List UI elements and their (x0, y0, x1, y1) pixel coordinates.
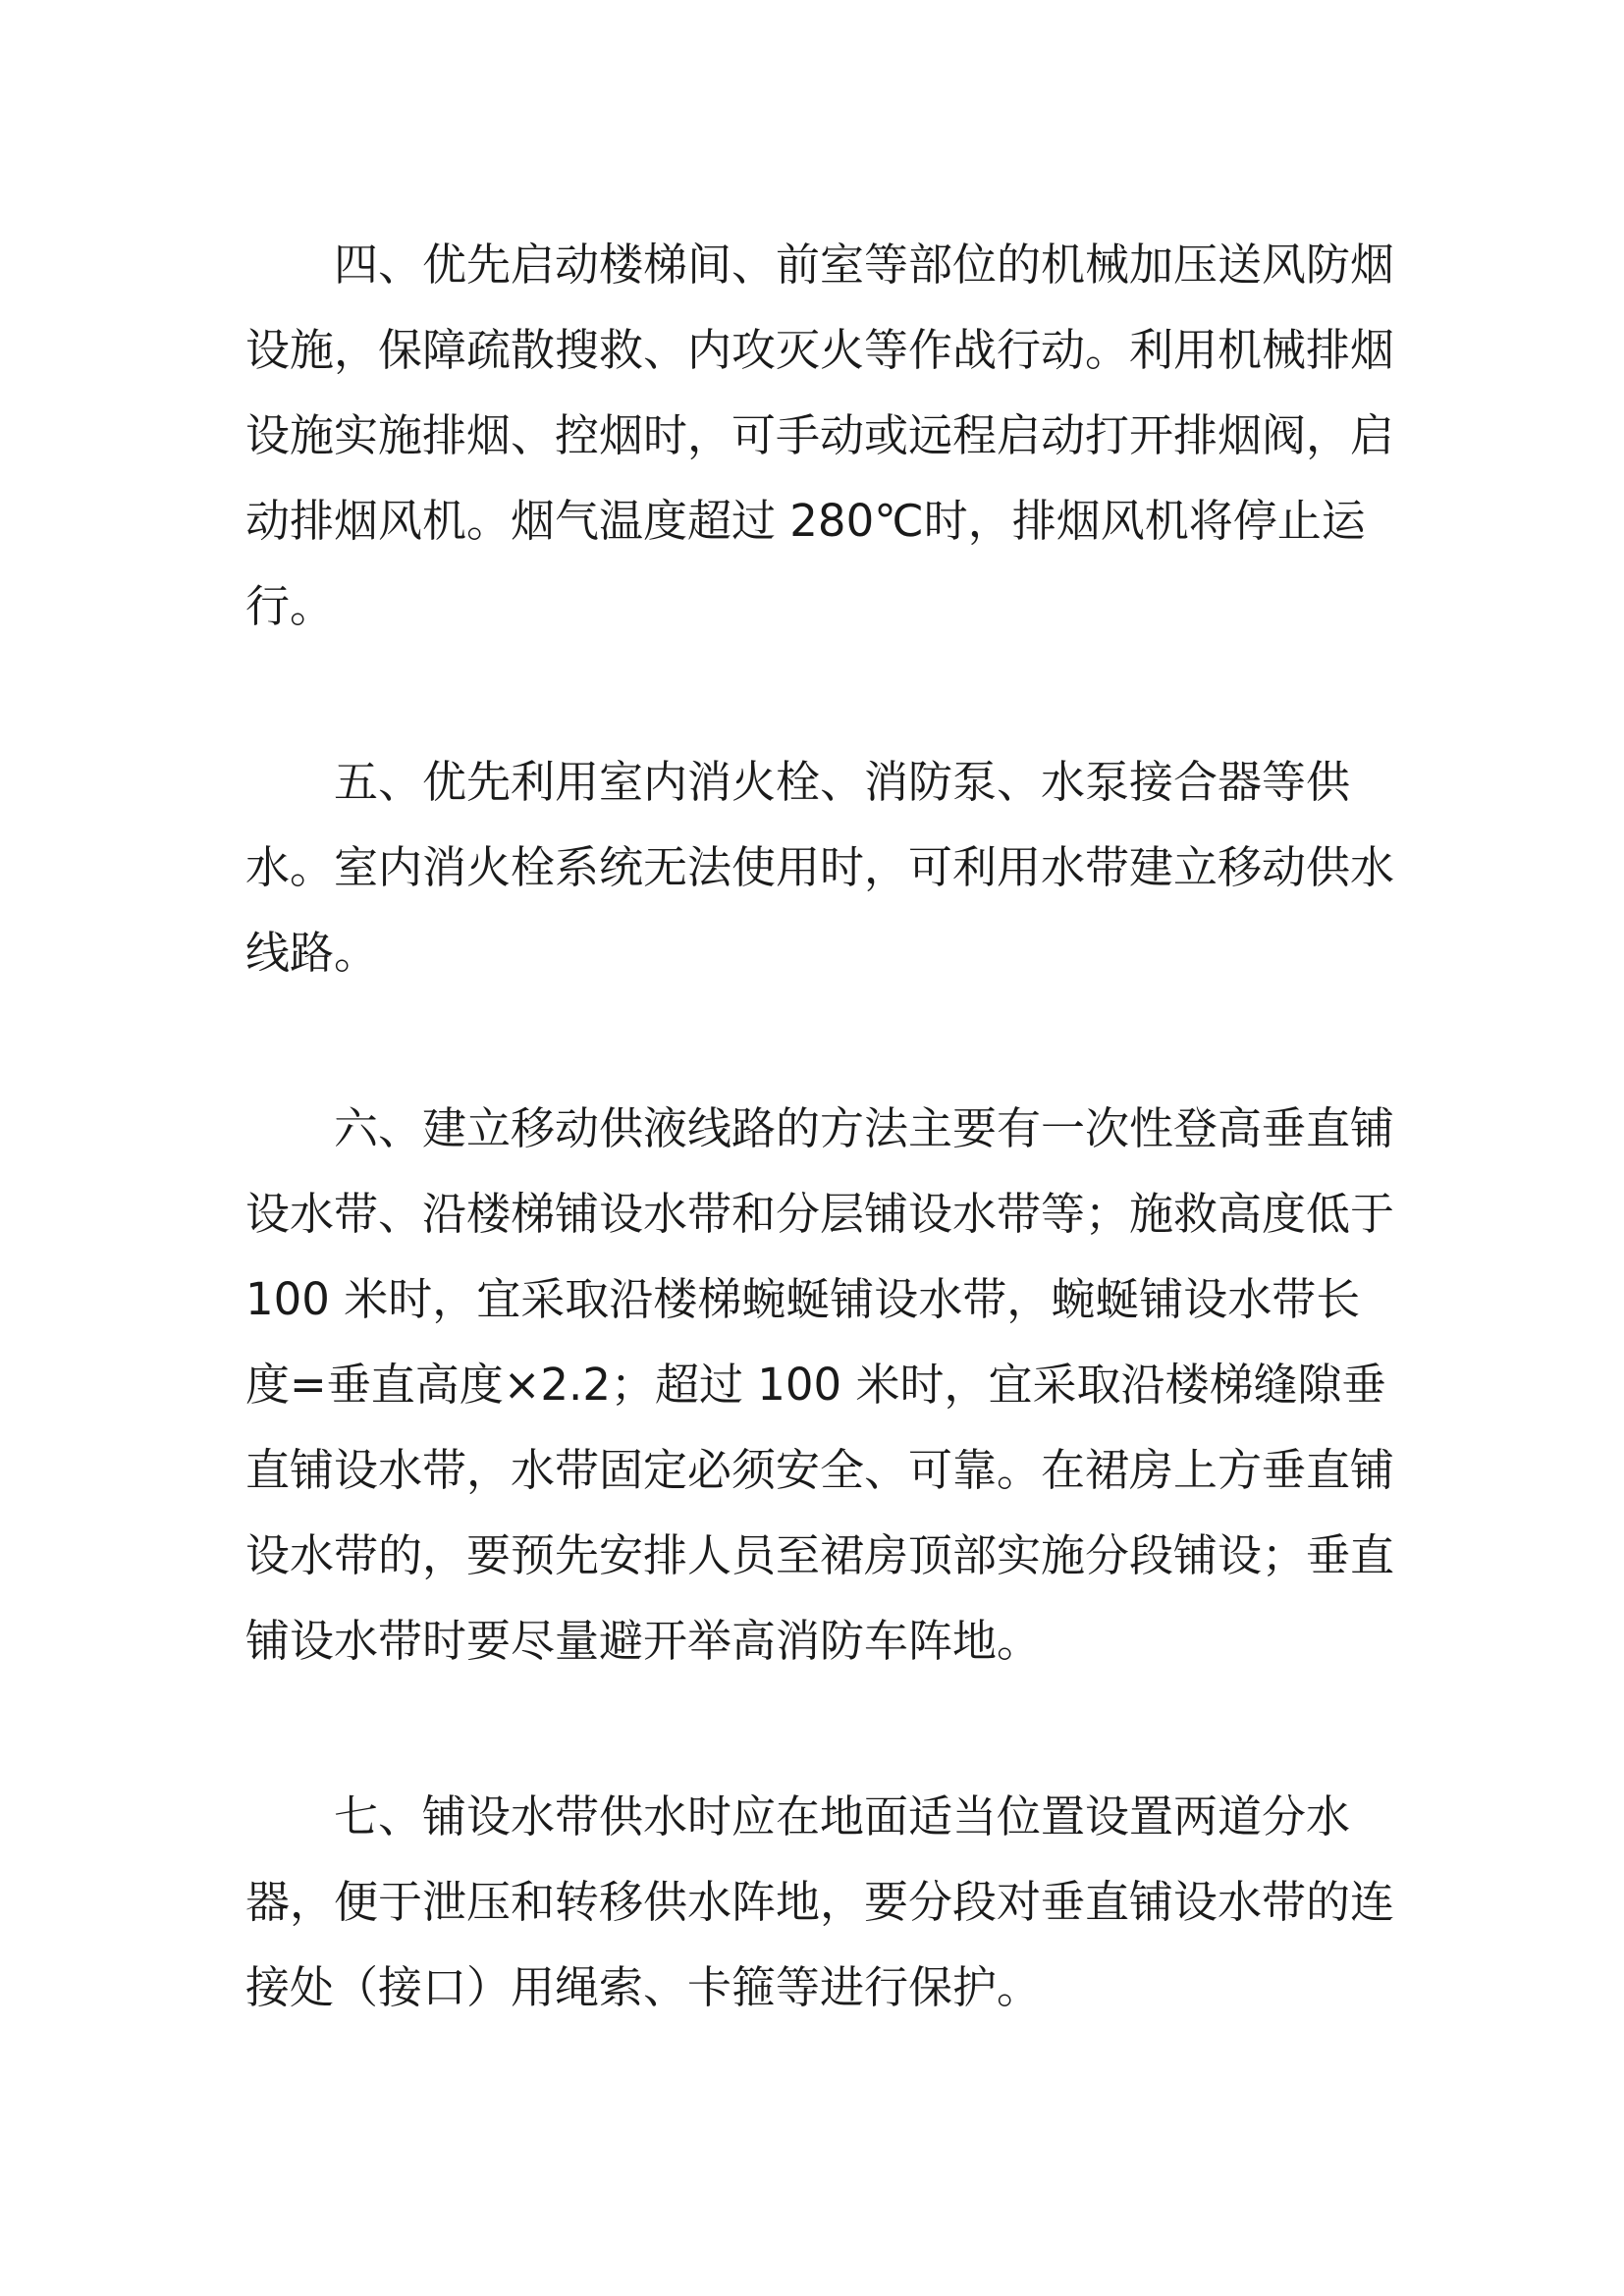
paragraph-item-5: 五、优先利用室内消火栓、消防泵、水泵接合器等供水。室内消火栓系统无法使用时，可利用水带建立移动供水线路。 (245, 756, 1395, 979)
document-body (245, 222, 1394, 2120)
paragraph-item-4: 四、优先启动楼梯间、前室等部位的机械加压送风防烟设施，保障疏散搜救、内攻灭火等作战行动。利用机械排烟设施实施排烟、控烟时，可手动或远程启动打开排烟阀，启动排烟风机。烟气温度超过 280℃时，排烟风机将停止运行。 (245, 239, 1395, 632)
paragraph-item-6: 六、建立移动供液线路的方法主要有一次性登高垂直铺设水带、沿楼梯铺设水带和分层铺设水带等；施救高度低于 100 米时，宜采取沿楼梯蜿蜒铺设水带，蜿蜒铺设水带长度=垂直高度×2.2；超过 100 米时，宜采取沿楼梯缝隙垂直铺设水带，水带固定必须安全、可靠。在裙房上方垂直铺设水带的，要预先安排人员至裙房顶部实施分段铺设；垂直铺设水带时要尽量避开举高消防车阵地。 (245, 1102, 1395, 1667)
paragraph-item-7: 七、铺设水带供水时应在地面适当位置设置两道分水器，便于泄压和转移供水阵地，要分段对垂直铺设水带的连接处（接口）用绳索、卡箍等进行保护。 (245, 1790, 1395, 2013)
